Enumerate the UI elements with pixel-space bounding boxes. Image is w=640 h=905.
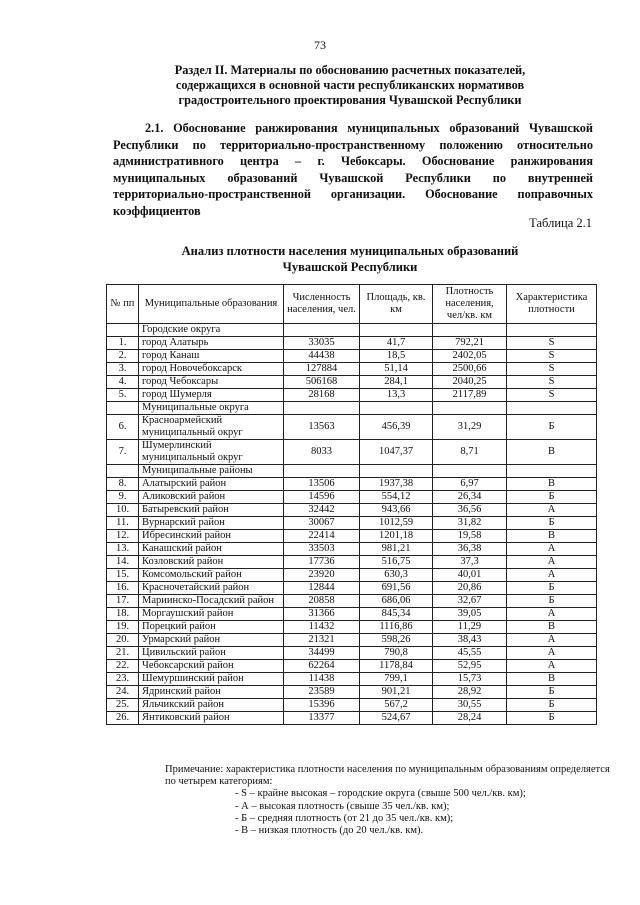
row-municipality: Урмарский район	[139, 634, 284, 647]
row-characteristic: Б	[507, 491, 597, 504]
row-density: 792,21	[433, 337, 507, 350]
row-density: 28,92	[433, 686, 507, 699]
row-number: 11.	[107, 517, 139, 530]
row-population: 15396	[284, 699, 360, 712]
group-empty-cell	[107, 465, 139, 478]
row-area: 845,34	[360, 608, 433, 621]
row-population: 22414	[284, 530, 360, 543]
table-row	[107, 491, 597, 504]
row-number: 6.	[107, 415, 139, 440]
row-number: 12.	[107, 530, 139, 543]
row-municipality: Канашский район	[139, 543, 284, 556]
row-municipality: Козловский район	[139, 556, 284, 569]
row-characteristic: А	[507, 634, 597, 647]
row-number: 16.	[107, 582, 139, 595]
row-municipality: Порецкий район	[139, 621, 284, 634]
row-characteristic: Б	[507, 517, 597, 530]
table-row	[107, 337, 597, 350]
row-number: 23.	[107, 673, 139, 686]
group-label: Городские округа	[139, 324, 284, 337]
note-list	[165, 788, 610, 837]
table-row	[107, 595, 597, 608]
row-population: 506168	[284, 376, 360, 389]
table-row	[107, 699, 597, 712]
row-population: 32442	[284, 504, 360, 517]
row-municipality: город Новочебоксарск	[139, 363, 284, 376]
row-population: 13377	[284, 712, 360, 725]
row-density: 45,55	[433, 647, 507, 660]
row-density: 20,86	[433, 582, 507, 595]
group-label: Муниципальные округа	[139, 402, 284, 415]
group-row	[107, 465, 597, 478]
table-body	[107, 324, 597, 725]
row-municipality: Янтиковский район	[139, 712, 284, 725]
row-number: 19.	[107, 621, 139, 634]
row-number: 25.	[107, 699, 139, 712]
row-area: 554,12	[360, 491, 433, 504]
row-number: 8.	[107, 478, 139, 491]
group-row	[107, 324, 597, 337]
row-density: 36,56	[433, 504, 507, 517]
row-characteristic: В	[507, 530, 597, 543]
row-area: 943,66	[360, 504, 433, 517]
header-characteristic: Характеристика плотности	[507, 285, 597, 324]
table-row	[107, 415, 597, 440]
row-density: 31,29	[433, 415, 507, 440]
row-density: 32,67	[433, 595, 507, 608]
table-row	[107, 504, 597, 517]
header-number: № пп	[107, 285, 139, 324]
group-empty-cell	[507, 324, 597, 337]
header-density: Плотность населения, чел/кв. км	[433, 285, 507, 324]
row-characteristic: В	[507, 440, 597, 465]
row-number: 3.	[107, 363, 139, 376]
row-characteristic: А	[507, 660, 597, 673]
row-area: 1201,18	[360, 530, 433, 543]
row-population: 127884	[284, 363, 360, 376]
row-municipality: Аликовский район	[139, 491, 284, 504]
row-density: 11,29	[433, 621, 507, 634]
row-municipality: Чебоксарский район	[139, 660, 284, 673]
row-municipality: Комсомольский район	[139, 569, 284, 582]
row-area: 790,8	[360, 647, 433, 660]
row-population: 14596	[284, 491, 360, 504]
row-number: 21.	[107, 647, 139, 660]
row-characteristic: S	[507, 389, 597, 402]
row-characteristic: А	[507, 647, 597, 660]
group-empty-cell	[433, 324, 507, 337]
group-empty-cell	[107, 324, 139, 337]
note-item: - Б – средняя плотность (от 21 до 35 чел./кв. км);	[235, 812, 454, 824]
row-characteristic: Б	[507, 582, 597, 595]
row-number: 17.	[107, 595, 139, 608]
row-density: 19,58	[433, 530, 507, 543]
group-empty-cell	[107, 402, 139, 415]
table-row	[107, 621, 597, 634]
row-area: 691,56	[360, 582, 433, 595]
note	[165, 764, 610, 837]
row-characteristic: В	[507, 478, 597, 491]
row-population: 23589	[284, 686, 360, 699]
row-municipality: Цивильский район	[139, 647, 284, 660]
row-municipality: Красноармейский муниципальный округ	[139, 415, 284, 440]
row-number: 18.	[107, 608, 139, 621]
row-municipality: Ядринский район	[139, 686, 284, 699]
row-municipality: Яльчикский район	[139, 699, 284, 712]
row-municipality: Мариинско-Посадский район	[139, 595, 284, 608]
table-row	[107, 556, 597, 569]
row-area: 567,2	[360, 699, 433, 712]
group-empty-cell	[360, 465, 433, 478]
row-number: 9.	[107, 491, 139, 504]
row-density: 2402,05	[433, 350, 507, 363]
group-empty-cell	[507, 402, 597, 415]
row-municipality: Алатырский район	[139, 478, 284, 491]
table-row	[107, 608, 597, 621]
table-row	[107, 673, 597, 686]
row-area: 456,39	[360, 415, 433, 440]
row-characteristic: Б	[507, 595, 597, 608]
row-municipality: Ибресинский район	[139, 530, 284, 543]
row-population: 44438	[284, 350, 360, 363]
note-item: - S – крайне высокая – городские округа (свыше 500 чел./кв. км);	[235, 788, 526, 800]
row-area: 981,21	[360, 543, 433, 556]
row-number: 7.	[107, 440, 139, 465]
row-population: 34499	[284, 647, 360, 660]
row-density: 37,3	[433, 556, 507, 569]
row-density: 39,05	[433, 608, 507, 621]
row-number: 2.	[107, 350, 139, 363]
table-row	[107, 543, 597, 556]
table-row	[107, 647, 597, 660]
row-characteristic: А	[507, 556, 597, 569]
row-characteristic: Б	[507, 686, 597, 699]
subsection-heading: 2.1. Обоснование ранжирования муниципальных образований Чувашской Республики по территориально-пространственному положению относительно административного центра – г. Чебоксары. Обоснование ранжирования муниципальных образований Чувашской Республики по внутренней территориально-пространственной организации. Обоснование поправочных коэффициентов	[113, 121, 593, 218]
row-population: 33035	[284, 337, 360, 350]
row-area: 284,1	[360, 376, 433, 389]
row-density: 52,95	[433, 660, 507, 673]
row-characteristic: А	[507, 569, 597, 582]
row-characteristic: В	[507, 621, 597, 634]
row-density: 2040,25	[433, 376, 507, 389]
row-density: 40,01	[433, 569, 507, 582]
row-population: 20858	[284, 595, 360, 608]
row-density: 6,97	[433, 478, 507, 491]
table-row	[107, 686, 597, 699]
row-area: 799,1	[360, 673, 433, 686]
row-population: 11438	[284, 673, 360, 686]
row-municipality: город Канаш	[139, 350, 284, 363]
row-area: 1116,86	[360, 621, 433, 634]
row-density: 28,24	[433, 712, 507, 725]
row-area: 18,5	[360, 350, 433, 363]
row-municipality: Вурнарский район	[139, 517, 284, 530]
row-characteristic: S	[507, 363, 597, 376]
row-number: 14.	[107, 556, 139, 569]
row-number: 1.	[107, 337, 139, 350]
row-area: 1937,38	[360, 478, 433, 491]
row-population: 23920	[284, 569, 360, 582]
table-header-row	[107, 285, 597, 324]
row-area: 1047,37	[360, 440, 433, 465]
table-row	[107, 440, 597, 465]
header-area: Площадь, кв. км	[360, 285, 433, 324]
note-lead: Примечание: характеристика плотности населения по муниципальным образованиям определяется по четырем категориям:	[165, 764, 610, 788]
row-municipality: Батыревский район	[139, 504, 284, 517]
row-area: 524,67	[360, 712, 433, 725]
row-population: 28168	[284, 389, 360, 402]
table-title: Анализ плотности населения муниципальных образований Чувашской Республики	[181, 244, 519, 274]
table-row	[107, 660, 597, 673]
table-row	[107, 712, 597, 725]
row-area: 630,3	[360, 569, 433, 582]
row-population: 13563	[284, 415, 360, 440]
table-row	[107, 350, 597, 363]
row-number: 15.	[107, 569, 139, 582]
row-area: 901,21	[360, 686, 433, 699]
group-empty-cell	[433, 402, 507, 415]
group-empty-cell	[284, 324, 360, 337]
row-characteristic: S	[507, 337, 597, 350]
row-number: 10.	[107, 504, 139, 517]
group-empty-cell	[284, 465, 360, 478]
row-population: 12844	[284, 582, 360, 595]
row-population: 30067	[284, 517, 360, 530]
row-density: 26,34	[433, 491, 507, 504]
header-municipality: Муниципальные образования	[139, 285, 284, 324]
row-density: 15,73	[433, 673, 507, 686]
row-characteristic: А	[507, 504, 597, 517]
row-number: 26.	[107, 712, 139, 725]
row-population: 11432	[284, 621, 360, 634]
row-area: 598,26	[360, 634, 433, 647]
row-characteristic: Б	[507, 415, 597, 440]
row-characteristic: S	[507, 376, 597, 389]
group-empty-cell	[433, 465, 507, 478]
row-population: 31366	[284, 608, 360, 621]
row-population: 33503	[284, 543, 360, 556]
row-density: 2117,89	[433, 389, 507, 402]
row-characteristic: Б	[507, 712, 597, 725]
group-empty-cell	[284, 402, 360, 415]
page-number: 73	[314, 38, 326, 52]
row-population: 13506	[284, 478, 360, 491]
group-label: Муниципальные районы	[139, 465, 284, 478]
row-density: 30,55	[433, 699, 507, 712]
table-label: Таблица 2.1	[529, 216, 592, 230]
row-municipality: город Чебоксары	[139, 376, 284, 389]
row-characteristic: В	[507, 673, 597, 686]
table-row	[107, 530, 597, 543]
header-population: Численность населения, чел.	[284, 285, 360, 324]
row-municipality: Моргаушский район	[139, 608, 284, 621]
row-area: 686,06	[360, 595, 433, 608]
table-row	[107, 478, 597, 491]
row-density: 2500,66	[433, 363, 507, 376]
row-number: 20.	[107, 634, 139, 647]
density-table	[106, 284, 597, 725]
table-row	[107, 569, 597, 582]
row-density: 36,38	[433, 543, 507, 556]
row-municipality: Шемуршинский район	[139, 673, 284, 686]
row-number: 4.	[107, 376, 139, 389]
section-title: Раздел II. Материалы по обоснованию расчетных показателей, содержащихся в основной части республиканских нормативов градостроительного проектирования Чувашской Республики	[174, 63, 526, 107]
note-item: - В – низкая плотность (до 20 чел./кв. км).	[235, 825, 424, 837]
row-characteristic: S	[507, 350, 597, 363]
row-municipality: город Шумерля	[139, 389, 284, 402]
row-characteristic: А	[507, 608, 597, 621]
table-row	[107, 517, 597, 530]
row-number: 22.	[107, 660, 139, 673]
row-population: 17736	[284, 556, 360, 569]
row-population: 8033	[284, 440, 360, 465]
row-population: 21321	[284, 634, 360, 647]
row-density: 38,43	[433, 634, 507, 647]
table-row	[107, 376, 597, 389]
row-municipality: город Алатырь	[139, 337, 284, 350]
row-area: 516,75	[360, 556, 433, 569]
row-area: 1178,84	[360, 660, 433, 673]
row-area: 41,7	[360, 337, 433, 350]
table-row	[107, 389, 597, 402]
group-row	[107, 402, 597, 415]
row-municipality: Шумерлинский муниципальный округ	[139, 440, 284, 465]
row-area: 51,14	[360, 363, 433, 376]
note-item: - А – высокая плотность (свыше 35 чел./кв. км);	[235, 800, 450, 812]
table-row	[107, 363, 597, 376]
row-characteristic: А	[507, 543, 597, 556]
row-municipality: Красночетайский район	[139, 582, 284, 595]
row-area: 1012,59	[360, 517, 433, 530]
row-density: 31,82	[433, 517, 507, 530]
table-row	[107, 582, 597, 595]
table-row	[107, 634, 597, 647]
row-number: 13.	[107, 543, 139, 556]
row-area: 13,3	[360, 389, 433, 402]
group-empty-cell	[507, 465, 597, 478]
row-population: 62264	[284, 660, 360, 673]
group-empty-cell	[360, 324, 433, 337]
group-empty-cell	[360, 402, 433, 415]
row-characteristic: Б	[507, 699, 597, 712]
row-number: 5.	[107, 389, 139, 402]
row-density: 8,71	[433, 440, 507, 465]
row-number: 24.	[107, 686, 139, 699]
